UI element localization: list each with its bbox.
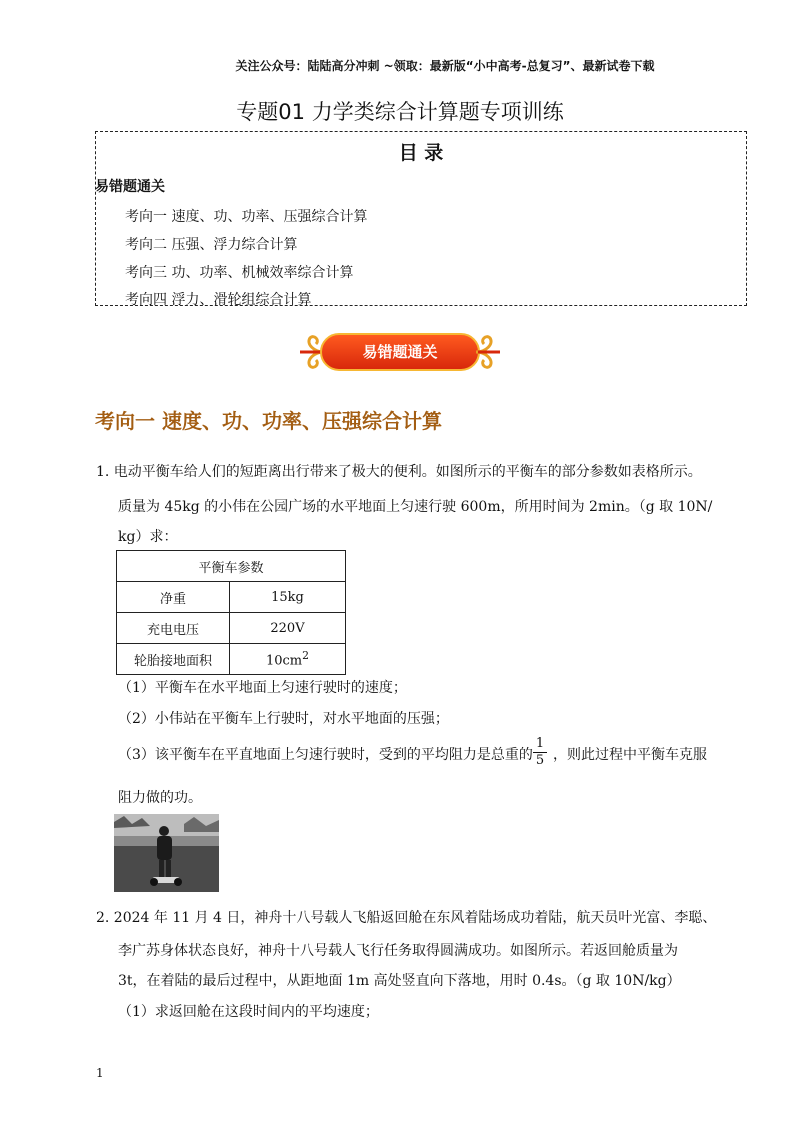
- toc-item[interactable]: 考向三 功、功率、机械效率综合计算: [125, 265, 354, 281]
- page-title: 专题01 力学类综合计算题专项训练: [236, 100, 564, 124]
- sub-question-3: （3）该平衡车在平直地面上匀速行驶时，受到的平均阻力是总重的: [118, 747, 533, 763]
- toc-item[interactable]: 考向四 浮力、滑轮组综合计算: [125, 292, 312, 308]
- section-heading: 考向一 速度、功、功率、压强综合计算: [95, 409, 442, 433]
- table-header-row: [117, 551, 346, 582]
- question-1-text: 质量为 45kg 的小伟在公园广场的水平地面上匀速行驶 600m，所用时间为 2min。（g 取 10N/: [118, 499, 713, 515]
- table-cell-value: 15kg: [230, 582, 346, 613]
- area-exponent: 2: [302, 649, 310, 663]
- toc-item[interactable]: 考向一 速度、功、功率、压强综合计算: [125, 209, 368, 225]
- question-2-text: 3t，在着陆的最后过程中，从距地面 1m 高处竖直向下落地，用时 0.4s。（g 取 10N/kg）: [118, 973, 681, 989]
- table-cell-label: 净重: [117, 582, 230, 613]
- fraction-one-fifth: [533, 737, 547, 768]
- section-banner: [296, 326, 504, 378]
- area-value: 10cm: [265, 653, 303, 669]
- question-2-text: 李广苏身体状态良好，神舟十八号载人飞行任务取得圆满成功。如图所示。若返回舱质量为: [118, 943, 678, 959]
- toc-item[interactable]: 考向二 压强、浮力综合计算: [125, 237, 298, 253]
- fraction-denominator: 5: [535, 753, 545, 768]
- parameter-table: [116, 550, 346, 675]
- table-cell-value: 220V: [230, 613, 346, 644]
- right-swirl-icon: [474, 334, 504, 370]
- question-2-text: 2. 2024 年 11 月 4 日，神舟十八号载人飞船返回舱在东风着陆场成功着陆，航天员叶光富、李聪、: [96, 910, 717, 926]
- header-note: 关注公众号：陆陆高分冲刺 ~领取：最新版“小中高考-总复习”、最新试卷下载: [235, 59, 655, 73]
- balance-scooter-photo: [114, 814, 219, 892]
- question-1-text: 1. 电动平衡车给人们的短距离出行带来了极大的便利。如图所示的平衡车的部分参数如表格所示。: [96, 464, 702, 480]
- toc-heading: 目 录: [398, 142, 444, 164]
- table-row: [117, 582, 346, 613]
- table-cell-label: 充电电压: [117, 613, 230, 644]
- fraction-numerator: 1: [535, 736, 545, 751]
- table-title: 平衡车参数: [117, 551, 346, 582]
- banner-label: 易错题通关: [320, 333, 480, 371]
- table-row: [117, 644, 346, 675]
- rider-figure-image: [114, 814, 219, 892]
- sub-question-1: （1）平衡车在水平地面上匀速行驶时的速度；: [118, 680, 407, 696]
- question-2-sub-1: （1）求返回舱在这段时间内的平均速度；: [118, 1004, 379, 1020]
- toc-section-title: 易错题通关: [95, 179, 165, 195]
- question-1-text: kg）求：: [118, 529, 178, 545]
- table-row: [117, 613, 346, 644]
- page-number: 1: [96, 1066, 104, 1080]
- sub-question-2: （2）小伟站在平衡车上行驶时，对水平地面的压强；: [118, 711, 449, 727]
- sub-question-3-cont: ，则此过程中平衡车克服: [553, 747, 707, 763]
- table-cell-label: 轮胎接地面积: [117, 644, 230, 675]
- table-cell-value: [230, 644, 346, 675]
- sub-question-3-end: 阻力做的功。: [118, 790, 202, 806]
